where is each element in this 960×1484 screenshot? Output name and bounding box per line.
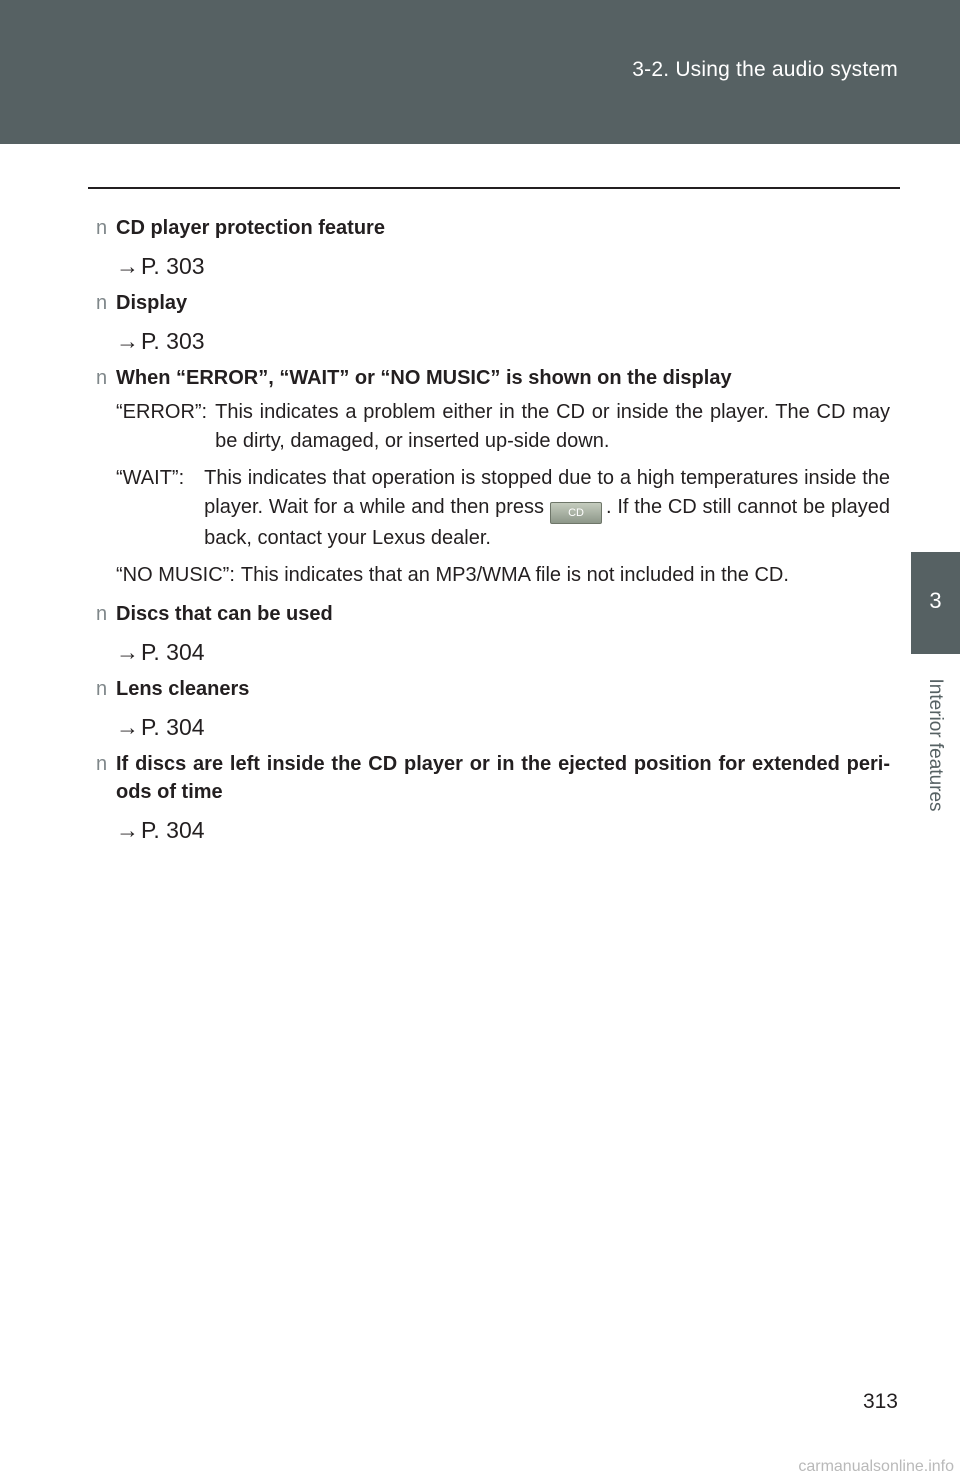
bullet-icon: n bbox=[96, 292, 108, 314]
header-band bbox=[0, 0, 960, 144]
chapter-number: 3 bbox=[929, 588, 942, 613]
cd-button-icon: CD bbox=[550, 502, 602, 524]
note-text: This indicates that operation is stopped due to a high temperatures inside the player. Wait for a while and then press CD . If the CD still cannot be played back, contact your Lexus dealer. bbox=[204, 467, 890, 549]
heading-lens-cleaners: n Lens cleaners bbox=[96, 675, 890, 703]
page-reference: →P. 304 bbox=[116, 639, 205, 665]
page-reference: →P. 303 bbox=[116, 328, 205, 354]
heading-cd-protection: n CD player protection feature bbox=[96, 214, 890, 242]
bullet-icon: n bbox=[96, 367, 108, 389]
heading-discs: n Discs that can be used bbox=[96, 600, 890, 628]
bullet-icon: n bbox=[96, 603, 108, 625]
arrow-icon: → bbox=[116, 639, 139, 665]
chapter-tab bbox=[911, 552, 960, 654]
note-text: This indicates a problem either in the CD or inside the player. The CD may be dirty, damaged, or inserted up-side down. bbox=[215, 401, 890, 452]
arrow-icon: → bbox=[116, 328, 139, 354]
note-no-music bbox=[116, 561, 890, 590]
content bbox=[96, 214, 890, 853]
note-text: This indicates that an MP3/WMA file is not included in the CD. bbox=[240, 564, 789, 586]
note-label: “WAIT”: bbox=[116, 467, 185, 489]
note-label: “NO MUSIC”: bbox=[116, 564, 235, 586]
note-error bbox=[116, 398, 890, 456]
heading-error-messages: n When “ERROR”, “WAIT” or “NO MUSIC” is shown on the display bbox=[96, 364, 890, 392]
page-reference: →P. 304 bbox=[116, 714, 205, 740]
page-reference: →P. 303 bbox=[116, 253, 205, 279]
note-wait bbox=[116, 464, 890, 553]
page-number: 313 bbox=[862, 1390, 898, 1413]
note-label: “ERROR”: bbox=[116, 401, 208, 423]
bullet-icon: n bbox=[96, 217, 108, 239]
arrow-icon: → bbox=[116, 714, 139, 740]
heading-discs-left-inside: n If discs are left inside the CD player or in the ejected position for extended peri- ods of time bbox=[96, 750, 890, 806]
arrow-icon: → bbox=[116, 253, 139, 279]
divider bbox=[88, 187, 900, 189]
chapter-label: Interior features bbox=[925, 678, 946, 812]
section-title: 3-2. Using the audio system bbox=[632, 58, 898, 81]
bullet-icon: n bbox=[96, 678, 108, 700]
watermark: carmanualsonline.info bbox=[798, 1458, 954, 1475]
heading-display: n Display bbox=[96, 289, 890, 317]
arrow-icon: → bbox=[116, 817, 139, 843]
bullet-icon: n bbox=[96, 753, 108, 775]
page-reference: →P. 304 bbox=[116, 817, 205, 843]
